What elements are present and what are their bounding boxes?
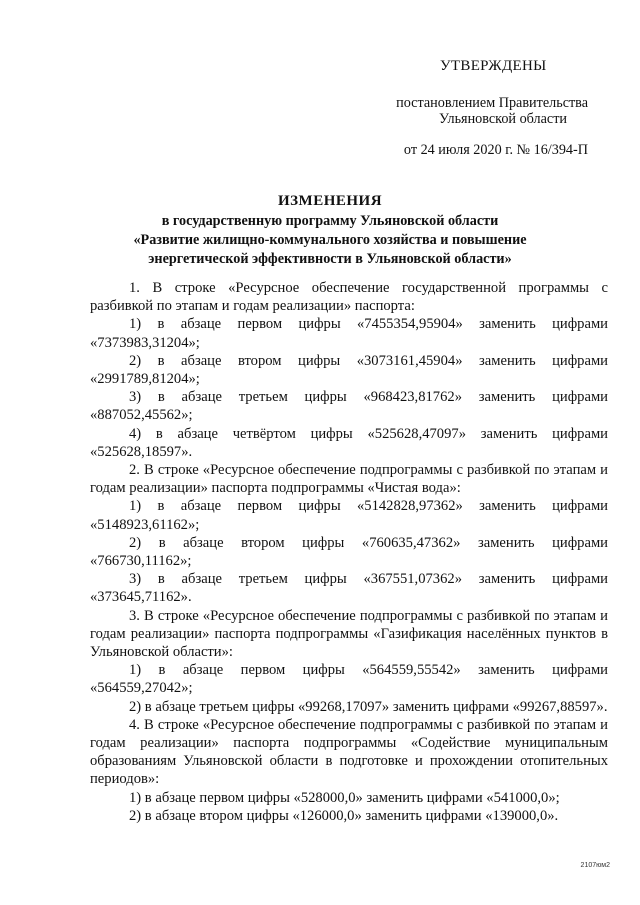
section-4-intro: 4. В строке «Ресурсное обеспечение подпрограммы с разбивкой по этапам и годам реализации» паспорта подпрограммы «Содействие муниципальным образованиям Ульяновской области в подготовке и прохождении отопительных периодов»: xyxy=(90,716,608,788)
section-2-item-3: 3) в абзаце третьем цифры «367551,07362» заменить цифрами «373645,71162». xyxy=(90,571,608,606)
section-2-intro: 2. В строке «Ресурсное обеспечение подпрограммы с разбивкой по этапам и годам реализации» паспорта подпрограммы «Чистая вода»: xyxy=(90,462,608,497)
document-subtitle-1: в государственную программу Ульяновской области xyxy=(161,213,499,229)
approval-line-1: постановлением Правительства xyxy=(396,95,588,111)
section-2-item-2: 2) в абзаце втором цифры «760635,47362» заменить цифрами «766730,11162»; xyxy=(90,534,608,570)
section-3-item-1: 1) в абзаце первом цифры «564559,55542» заменить цифрами «564559,27042»; xyxy=(90,662,608,697)
approval-line-2: Ульяновской области xyxy=(439,111,567,127)
approval-date-number: от 24 июля 2020 г. № 16/394-П xyxy=(403,142,588,158)
section-1-intro: 1. В строке «Ресурсное обеспечение государственной программы с разбивкой по этапам и годам реализации» паспорта: xyxy=(90,280,608,315)
approved-stamp-title: УТВЕРЖДЕНЫ xyxy=(440,58,547,74)
section-4-item-1: 1) в абзаце первом цифры «528000,0» заменить цифрами «541000,0»; xyxy=(129,789,560,806)
section-2-item-1: 1) в абзаце первом цифры «5142828,97362» заменить цифрами «5148923,61162»; xyxy=(90,498,608,533)
section-1-item-2: 2) в абзаце втором цифры «3073161,45904» заменить цифрами «2991789,81204»; xyxy=(90,352,608,388)
section-1-item-3: 3) в абзаце третьем цифры «968423,81762» заменить цифрами «887052,45562»; xyxy=(90,389,608,424)
document-body xyxy=(90,279,608,825)
document-subtitle-2: «Развитие жилищно-коммунального хозяйства и повышение xyxy=(133,232,527,248)
section-4-item-2: 2) в абзаце втором цифры «126000,0» заменить цифрами «139000,0». xyxy=(129,807,559,824)
footer-document-code: 2107юм2 xyxy=(580,862,610,869)
section-1-item-4: 4) в абзаце четвёртом цифры «525628,47097» заменить цифрами «525628,18597». xyxy=(90,425,608,460)
document-subtitle-3: энергетической эффективности в Ульяновской области» xyxy=(148,251,512,267)
section-3-item-2: 2) в абзаце третьем цифры «99268,17097» заменить цифрами «99267,88597». xyxy=(129,698,608,715)
section-3-intro: 3. В строке «Ресурсное обеспечение подпрограммы с разбивкой по этапам и годам реализации» паспорта подпрограммы «Газификация населённых пунктов в Ульяновской области»: xyxy=(90,607,608,661)
section-1-item-1: 1) в абзаце первом цифры «7455354,95904» заменить цифрами «7373983,31204»; xyxy=(90,316,608,351)
document-title: ИЗМЕНЕНИЯ xyxy=(277,193,383,209)
